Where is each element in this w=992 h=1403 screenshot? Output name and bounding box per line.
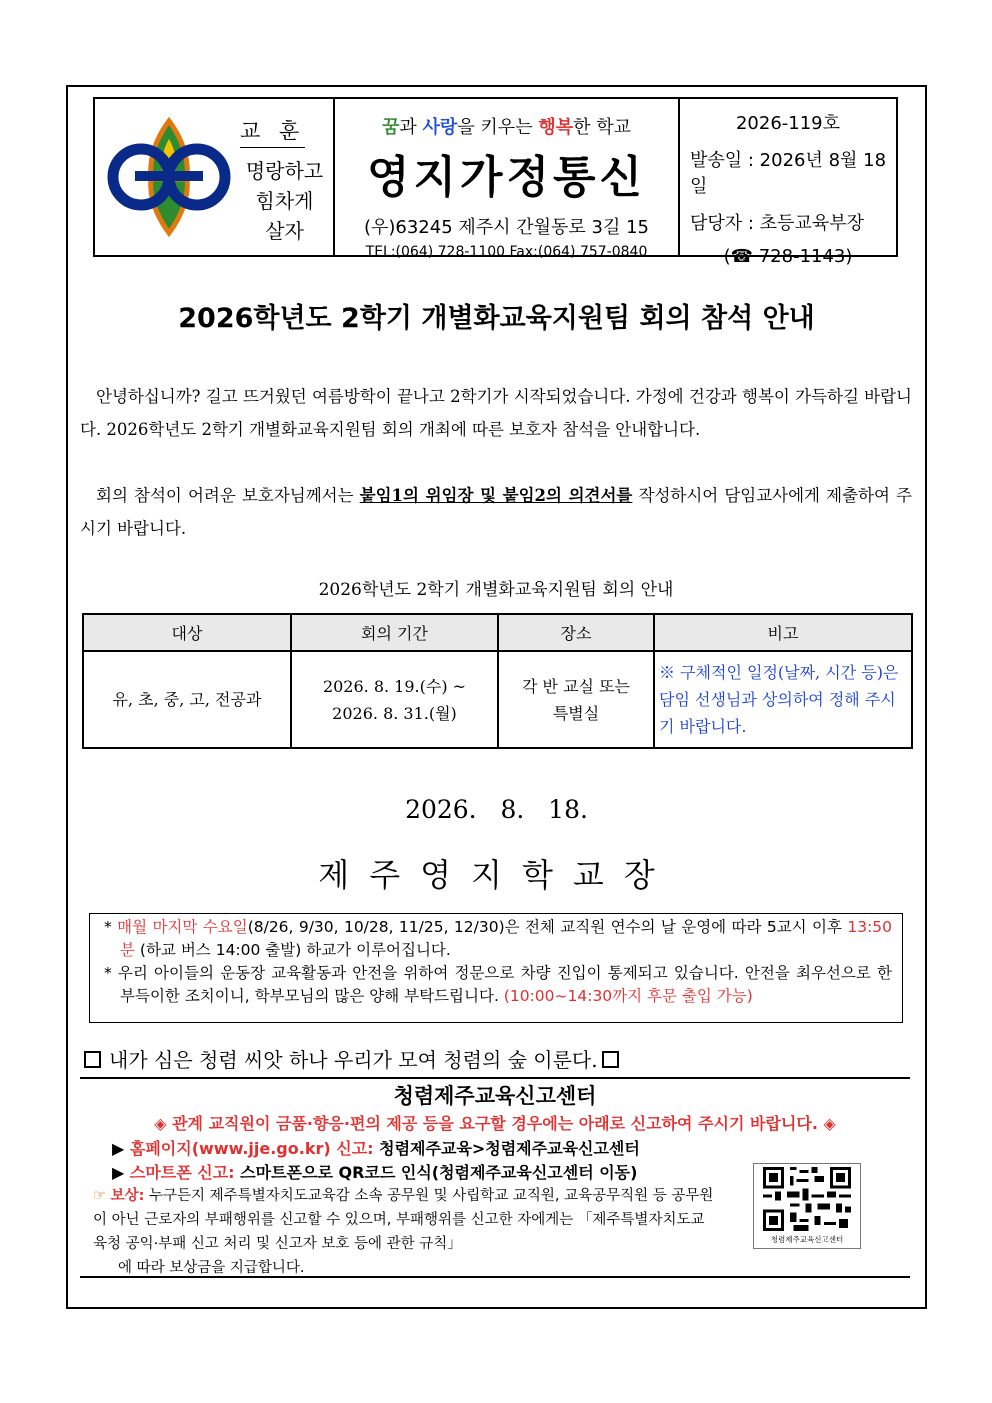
document-title: 2026학년도 2학기 개별화교육지원팀 회의 참석 안내 xyxy=(178,303,815,334)
report-center-title: 청렴제주교육신고센터 xyxy=(393,1084,597,1108)
motto-label: 교 훈 xyxy=(240,115,305,148)
principal-signature: 제주영지학교장 xyxy=(318,856,675,894)
body-paragraph-2-b: 작성하시어 담임교사에게 제출하여 주시기 바랍니다. xyxy=(80,486,912,538)
notice-item-2 xyxy=(104,962,892,1008)
cell-period-start: 2026. 8. 19.(수) ~ xyxy=(322,676,467,696)
qr-code-icon xyxy=(762,1167,852,1231)
issue-manager: 담당자 : 초등교육부장 xyxy=(690,213,864,234)
report-homepage xyxy=(112,1136,640,1159)
cell-note: ※ 구체적인 일정(날짜, 시간 등)은 담임 선생님과 상의하여 정해 주시기 바랍니다. xyxy=(654,651,912,748)
notice-item-1 xyxy=(104,916,892,962)
report-smartphone-text: 스마트폰으로 QR코드 인식(청렴제주교육신고센터 이동) xyxy=(234,1163,638,1182)
reward-text-continued: 에 따라 보상금을 지급합니다. xyxy=(118,1260,305,1276)
notice-item-1-text-b: (하교 버스 14:00 출발) 하교가 이루어집니다. xyxy=(134,941,451,959)
header-note: 비고 xyxy=(654,614,912,651)
qr-code-box[interactable] xyxy=(753,1163,861,1249)
issue-info-cell xyxy=(680,99,896,267)
header-target: 대상 xyxy=(83,614,291,651)
report-smartphone-bullet: ▶ xyxy=(112,1163,130,1182)
notice-item-1-highlight: 매월 마지막 수요일 xyxy=(117,918,248,936)
body-paragraph-1: 안녕하십니까? 길고 뜨거웠던 여름방학이 끝나고 2학기가 시작되었습니다. 가정에 건강과 행복이 가득하길 바랍니다. 2026학년도 2학기 개별화교육지원팀 회의 개최에 따른 보호자 참석을 안내합니다. xyxy=(80,387,912,439)
notice-item-2-text: * 우리 아이들의 운동장 교육활동과 안전을 위하여 정문으로 차량 진입이 통제되고 있습니다. 안전을 최우선으로 한 부득이한 조치이니, 학부모님의 많은 양해 부탁드립니다. xyxy=(104,964,892,1005)
checkbox-icon xyxy=(84,1051,101,1068)
title-cell xyxy=(335,99,680,260)
notice-item-1-text-a: (8/26, 9/30, 10/28, 11/25, 12/30)은 전체 교직원 연수의 날 운영에 따라 5교시 이후 xyxy=(247,918,848,936)
divider-bottom xyxy=(80,1276,910,1278)
reward-text: 누구든지 제주특별자치도교육감 소속 공무원 및 사립학교 교직원, 교육공무직원 등 공무원이 아닌 근로자의 부패행위를 신고할 수 있으며, 부패행위를 신고한 자에게는 「제주특별자치도교육청 공익·부패 신고 처리 및 신고자 보호 등에 관한 규칙」 xyxy=(93,1188,714,1252)
integrity-slogan xyxy=(84,1044,619,1073)
manager-phone: (☎ 728-1143) xyxy=(723,246,853,267)
cell-target: 유, 초, 중, 고, 전공과 xyxy=(83,651,291,748)
body-paragraph-2 xyxy=(80,479,912,545)
report-smartphone xyxy=(112,1160,637,1183)
report-homepage-bullet: ▶ xyxy=(112,1139,130,1158)
report-homepage-text: 청렴제주교육>청렴제주교육신고센터 xyxy=(373,1139,640,1158)
school-telfax: TEL:(064) 728-1100 Fax:(064) 757-0840 xyxy=(365,244,648,260)
table-caption: 2026학년도 2학기 개별화교육지원팀 회의 안내 xyxy=(318,580,674,600)
school-logo-icon xyxy=(99,117,239,237)
slogan-text-3: 한 학교 xyxy=(573,117,631,138)
reward-paragraph xyxy=(93,1184,715,1256)
body-paragraph-2-a: 회의 참석이 어려운 보호자님께서는 xyxy=(96,486,360,505)
cell-period xyxy=(291,651,498,748)
motto-line-3: 살자 xyxy=(265,219,304,243)
report-homepage-label[interactable]: 홈페이지(www.jje.go.kr) 신고: xyxy=(129,1139,374,1158)
slogan-text-1: 과 xyxy=(399,117,423,138)
issue-date-line: 2026. 8. 18. xyxy=(405,795,588,824)
integrity-slogan-text: 내가 심은 청렴 씨앗 하나 우리가 모여 청렴의 숲 이룬다. xyxy=(109,1048,598,1072)
cell-place-line-1: 각 반 교실 또는 xyxy=(522,676,630,696)
cell-place xyxy=(498,651,654,748)
reward-label-wrap xyxy=(111,1188,145,1204)
pointing-hand-icon: ☞ xyxy=(93,1188,111,1204)
slogan-word-dream: 꿈 xyxy=(382,117,400,138)
newsletter-header xyxy=(93,97,898,267)
notice-box xyxy=(89,913,903,1023)
checkbox-icon xyxy=(602,1051,619,1068)
notice-item-1-star: * xyxy=(104,918,118,936)
issue-number: 2026-119호 xyxy=(735,113,841,134)
notice-item-2-highlight: (10:00~14:30까지 후문 출입 가능) xyxy=(503,987,753,1005)
table-row xyxy=(83,651,912,748)
qr-caption: 청렴제주교육신고센터 xyxy=(770,1235,844,1244)
reward-info xyxy=(93,1184,715,1280)
reward-label: 보상: xyxy=(110,1188,145,1204)
header-place: 장소 xyxy=(498,614,654,651)
body-paragraph-2-underline: 붙임1의 위임장 및 붙임2의 의견서를 xyxy=(359,486,633,505)
slogan-word-happy: 행복 xyxy=(538,117,574,138)
header-period: 회의 기간 xyxy=(291,614,498,651)
meeting-info-table xyxy=(82,613,913,749)
school-address: (우)63245 제주시 간월동로 3길 15 xyxy=(363,217,650,238)
motto-line-2: 힘차게 xyxy=(255,189,314,213)
slogan-text-2: 을 키우는 xyxy=(457,117,539,138)
school-motto-cell xyxy=(95,99,335,255)
cell-period-end: 2026. 8. 31.(월) xyxy=(332,703,457,723)
motto-line-1: 명랑하고 xyxy=(245,159,324,183)
notice-item-1-time: 13:50분 xyxy=(120,918,893,959)
school-slogan xyxy=(335,113,678,139)
table-header-row xyxy=(83,614,912,651)
report-smartphone-label: 스마트폰 신고: xyxy=(129,1163,235,1182)
divider-top xyxy=(80,1077,910,1079)
issue-date: 발송일 : 2026년 8월 18일 xyxy=(690,150,887,197)
slogan-word-love: 사랑 xyxy=(422,117,458,138)
cell-place-line-2: 특별실 xyxy=(552,703,600,723)
report-warning: ◈ 관계 교직원이 금품·향응·편의 제공 등을 요구할 경우에는 아래로 신고하여 주시기 바랍니다. ◈ xyxy=(154,1114,836,1133)
newsletter-title: 영지가정통신 xyxy=(366,152,647,203)
